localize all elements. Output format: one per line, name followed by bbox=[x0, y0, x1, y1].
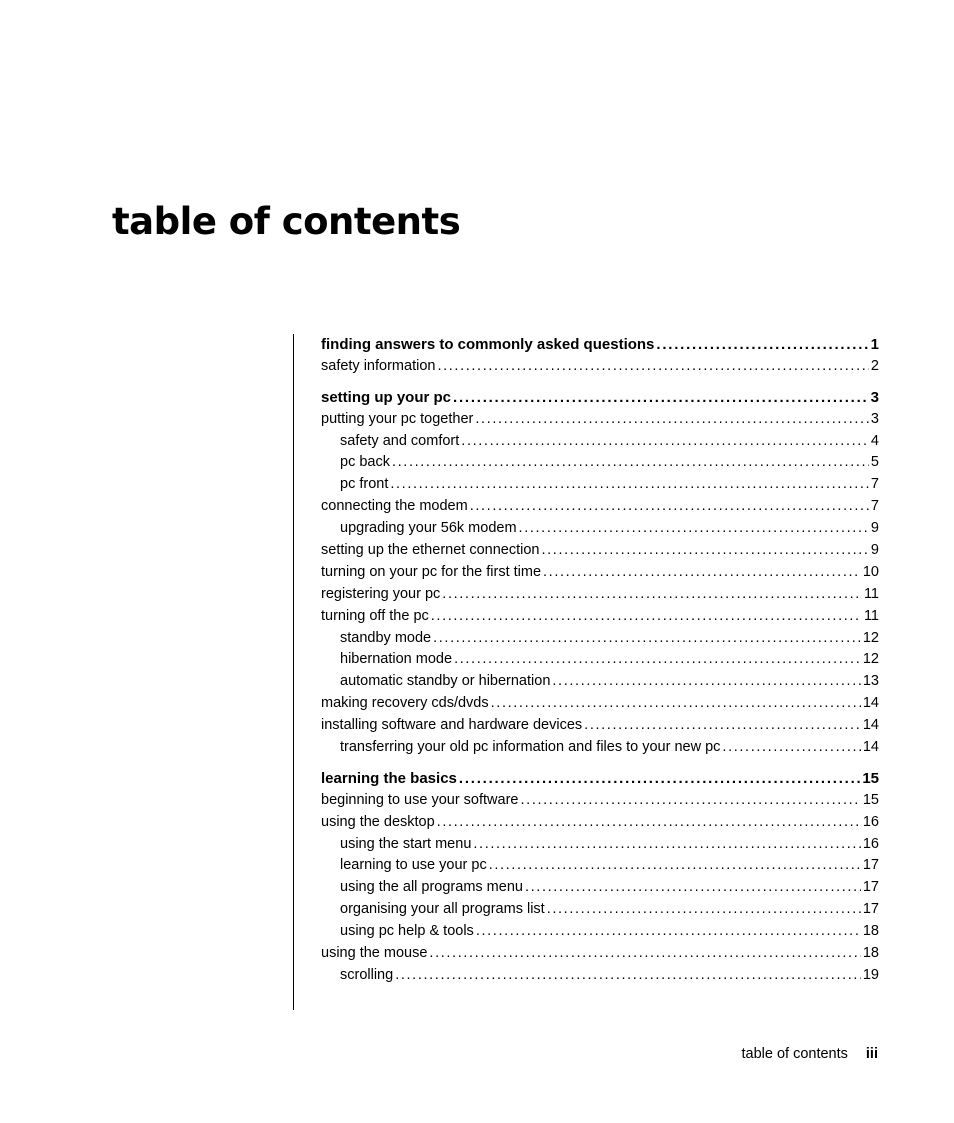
toc-entry-label: pc front bbox=[340, 476, 389, 493]
toc-entry[interactable] bbox=[321, 649, 879, 671]
toc-entry-label: automatic standby or hibernation bbox=[340, 673, 551, 690]
toc-heading-label: finding answers to commonly asked questions bbox=[321, 336, 655, 353]
toc-entry-label: setting up the ethernet connection bbox=[321, 542, 540, 559]
toc-leader-dots bbox=[521, 790, 861, 812]
toc-leader-dots bbox=[543, 562, 861, 584]
toc-entry-label: turning off the pc bbox=[321, 607, 429, 624]
toc-leader-dots bbox=[454, 649, 861, 671]
toc-entry-page: 16 bbox=[862, 835, 879, 852]
toc-entry-label: using the desktop bbox=[321, 813, 435, 830]
toc-entry-page: 12 bbox=[862, 629, 879, 646]
toc-entry-label: turning on your pc for the first time bbox=[321, 563, 542, 580]
toc-leader-dots bbox=[437, 812, 861, 834]
toc-leader-dots bbox=[525, 877, 861, 899]
toc-leader-dots bbox=[541, 540, 868, 562]
toc-leader-dots bbox=[392, 452, 869, 474]
toc-entry-page: 13 bbox=[862, 673, 879, 690]
toc-entry-label: safety and comfort bbox=[340, 432, 460, 449]
toc-leader-dots bbox=[461, 431, 869, 453]
toc-leader-dots bbox=[470, 496, 869, 518]
toc-entry[interactable] bbox=[321, 518, 879, 540]
toc-entry[interactable] bbox=[321, 431, 879, 453]
toc-leader-dots bbox=[722, 737, 860, 759]
toc-entry[interactable] bbox=[321, 943, 879, 965]
toc-entry-page: 7 bbox=[870, 498, 879, 515]
vertical-divider bbox=[293, 334, 294, 1010]
toc-entry[interactable] bbox=[321, 562, 879, 584]
toc-section-heading[interactable] bbox=[321, 334, 879, 356]
toc-heading-page: 15 bbox=[862, 769, 879, 787]
toc-entry[interactable] bbox=[321, 790, 879, 812]
toc-section-heading[interactable] bbox=[321, 387, 879, 409]
toc-leader-dots bbox=[552, 671, 860, 693]
toc-entry[interactable] bbox=[321, 356, 879, 378]
toc-entry-page: 10 bbox=[862, 563, 879, 580]
toc-entry[interactable] bbox=[321, 540, 879, 562]
toc-entry[interactable] bbox=[321, 899, 879, 921]
toc-entry-page: 18 bbox=[862, 923, 879, 940]
toc-entry-page: 16 bbox=[862, 813, 879, 830]
toc-entry-page: 3 bbox=[870, 410, 879, 427]
toc-entry[interactable] bbox=[321, 855, 879, 877]
toc-entry[interactable] bbox=[321, 921, 879, 943]
toc-entry-label: scrolling bbox=[340, 966, 394, 983]
toc-leader-dots bbox=[390, 474, 869, 496]
toc-heading-label: learning the basics bbox=[321, 769, 457, 787]
toc-heading-page: 3 bbox=[870, 388, 879, 406]
toc-entry[interactable] bbox=[321, 606, 879, 628]
toc-entry-page: 5 bbox=[870, 454, 879, 471]
toc-leader-dots bbox=[431, 606, 862, 628]
toc-entry[interactable] bbox=[321, 409, 879, 431]
toc-entry[interactable] bbox=[321, 452, 879, 474]
page-title: table of contents bbox=[112, 200, 461, 243]
toc-leader-dots bbox=[453, 387, 869, 409]
toc-entry-label: upgrading your 56k modem bbox=[340, 520, 517, 537]
toc-entry-label: pc back bbox=[340, 454, 390, 471]
toc-entry-page: 18 bbox=[862, 945, 879, 962]
toc-entry-label: using the all programs menu bbox=[340, 879, 523, 896]
toc-entry[interactable] bbox=[321, 834, 879, 856]
toc-leader-dots bbox=[584, 715, 861, 737]
toc-leader-dots bbox=[459, 768, 860, 790]
toc-leader-dots bbox=[429, 943, 860, 965]
toc-entry-label: using the start menu bbox=[340, 835, 472, 852]
toc-entry-label: organising your all programs list bbox=[340, 901, 545, 918]
toc-entry-label: using the mouse bbox=[321, 945, 428, 962]
toc-leader-dots bbox=[473, 834, 860, 856]
toc-entry-page: 17 bbox=[862, 857, 879, 874]
toc-entry-label: safety information bbox=[321, 357, 436, 374]
toc-entry-label: putting your pc together bbox=[321, 410, 474, 427]
table-of-contents bbox=[321, 334, 879, 987]
toc-entry-label: using pc help & tools bbox=[340, 923, 474, 940]
toc-entry-label: hibernation mode bbox=[340, 651, 453, 668]
toc-entry[interactable] bbox=[321, 965, 879, 987]
toc-entry[interactable] bbox=[321, 715, 879, 737]
toc-entry-page: 4 bbox=[870, 432, 879, 449]
footer-label: table of contents bbox=[741, 1046, 848, 1062]
toc-entry-label: installing software and hardware devices bbox=[321, 717, 583, 734]
toc-entry-label: connecting the modem bbox=[321, 498, 468, 515]
toc-entry[interactable] bbox=[321, 693, 879, 715]
toc-entry[interactable] bbox=[321, 671, 879, 693]
toc-entry-page: 2 bbox=[870, 357, 879, 374]
toc-entry-label: registering your pc bbox=[321, 585, 441, 602]
toc-leader-dots bbox=[489, 855, 861, 877]
toc-leader-dots bbox=[395, 965, 861, 987]
toc-leader-dots bbox=[437, 356, 868, 378]
toc-leader-dots bbox=[519, 518, 869, 540]
toc-leader-dots bbox=[476, 921, 861, 943]
toc-leader-dots bbox=[475, 409, 869, 431]
toc-entry-page: 14 bbox=[862, 695, 879, 712]
toc-heading-label: setting up your pc bbox=[321, 388, 452, 406]
toc-entry-page: 12 bbox=[862, 651, 879, 668]
toc-entry-label: making recovery cds/dvds bbox=[321, 695, 489, 712]
toc-entry-page: 19 bbox=[862, 966, 879, 983]
toc-entry[interactable] bbox=[321, 812, 879, 834]
toc-entry-label: learning to use your pc bbox=[340, 857, 487, 874]
page-footer bbox=[741, 1042, 878, 1066]
toc-entry-label: transferring your old pc information and files to your new pc bbox=[340, 739, 721, 756]
toc-entry-page: 11 bbox=[863, 585, 879, 602]
toc-entry-page: 17 bbox=[862, 901, 879, 918]
footer-page-number: iii bbox=[865, 1046, 878, 1062]
toc-entry-label: beginning to use your software bbox=[321, 791, 519, 808]
toc-entry-page: 14 bbox=[862, 739, 879, 756]
toc-entry-label: standby mode bbox=[340, 629, 432, 646]
toc-leader-dots bbox=[433, 628, 861, 650]
toc-entry-page: 17 bbox=[862, 879, 879, 896]
toc-entry[interactable] bbox=[321, 496, 879, 518]
toc-entry-page: 14 bbox=[862, 717, 879, 734]
toc-leader-dots bbox=[656, 334, 868, 356]
toc-leader-dots bbox=[547, 899, 861, 921]
toc-entry[interactable] bbox=[321, 584, 879, 606]
toc-section-heading[interactable] bbox=[321, 768, 879, 790]
toc-heading-page: 1 bbox=[870, 336, 879, 353]
toc-entry-page: 7 bbox=[870, 476, 879, 493]
toc-leader-dots bbox=[442, 584, 862, 606]
toc-entry[interactable] bbox=[321, 877, 879, 899]
toc-entry[interactable] bbox=[321, 474, 879, 496]
toc-entry[interactable] bbox=[321, 628, 879, 650]
toc-entry-page: 15 bbox=[862, 791, 879, 808]
toc-leader-dots bbox=[491, 693, 861, 715]
toc-entry-page: 11 bbox=[863, 607, 879, 624]
toc-entry-page: 9 bbox=[870, 520, 879, 537]
toc-entry[interactable] bbox=[321, 737, 879, 759]
toc-entry-page: 9 bbox=[870, 542, 879, 559]
